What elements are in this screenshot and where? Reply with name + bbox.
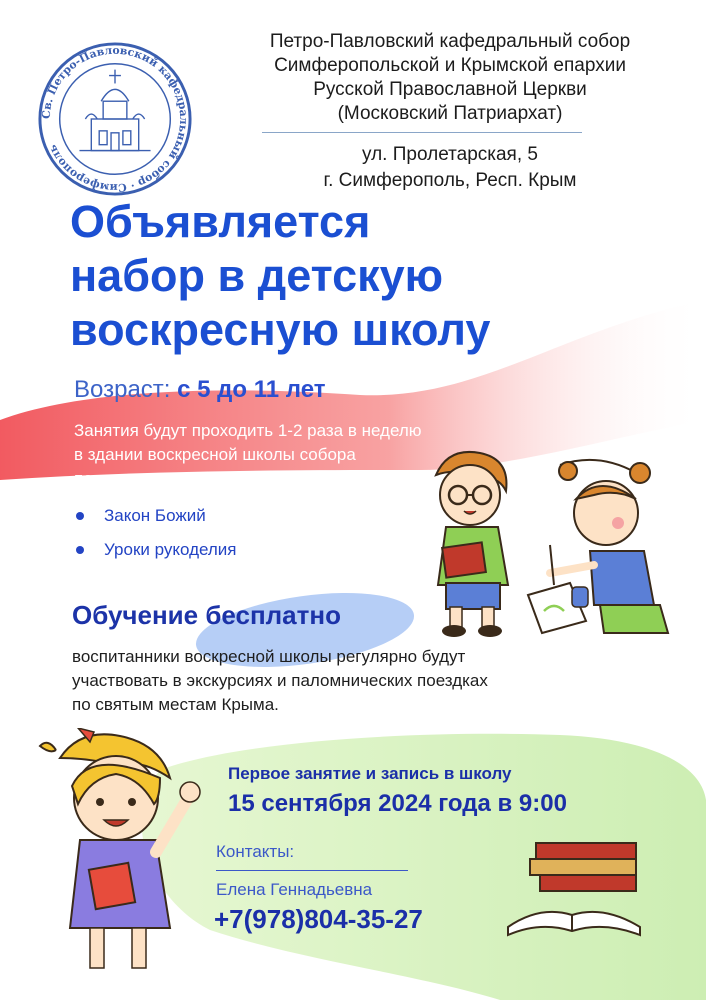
divider (262, 132, 582, 133)
headline (70, 195, 690, 357)
address (214, 142, 686, 194)
boy-reading-illustration (418, 445, 528, 640)
contacts-label: Контакты: (216, 842, 295, 861)
org-line: Петро-Павловский кафедральный собор (269, 31, 631, 52)
cathedral-seal-logo (36, 40, 194, 198)
contact-name: Елена Геннадьевна (216, 880, 373, 899)
extra-line: воспитанники воскресной школы регулярно будут (72, 647, 466, 666)
waving-girl-illustration (20, 728, 210, 990)
org-line: (Московский Патриархат) (337, 103, 563, 124)
intro-line: по следующим дисциплинам: (74, 469, 307, 488)
org-line: Русской Православной Церкви (313, 79, 587, 100)
age-value: с 5 до 11 лет (177, 376, 326, 403)
headline-line: набор в детскую (70, 250, 444, 301)
extra-line: по святым местам Крыма. (72, 695, 279, 714)
start-date: 15 сентября 2024 года в 9:00 (228, 790, 567, 817)
seal-text: Св. Петро-Павловский кафедральный собор · Симферополь (39, 43, 191, 195)
address-city: г. Симферополь, Респ. Крым (323, 170, 577, 191)
address-street: ул. Пролетарская, 5 (362, 144, 538, 165)
books-stack-illustration (500, 835, 650, 940)
first-lesson-label: Первое занятие и запись в школу (228, 764, 512, 783)
intro-line: Занятия будут проходить 1-2 раза в неделю (74, 421, 422, 440)
contacts-divider (216, 870, 408, 871)
intro-line: в здании воскресной школы собора (74, 445, 356, 464)
excursions-text (72, 645, 592, 717)
list-item: Уроки рукоделия (74, 533, 474, 567)
subjects-list (74, 499, 474, 567)
headline-line: Объявляется (70, 196, 371, 247)
headline-line: воскресную школу (70, 304, 491, 355)
free-tuition-heading: Обучение бесплатно (72, 600, 341, 630)
contact-phone[interactable]: +7(978)804-35-27 (214, 904, 423, 934)
org-line: Симферопольской и Крымской епархии (274, 55, 626, 76)
age-label: Возраст: (74, 376, 171, 403)
organization-name (214, 30, 686, 126)
extra-line: участвовать в экскурсиях и паломнических поездках (72, 671, 488, 690)
list-item: Закон Божий (74, 499, 474, 533)
girl-painting-illustration (520, 455, 680, 640)
age-info (74, 376, 325, 404)
